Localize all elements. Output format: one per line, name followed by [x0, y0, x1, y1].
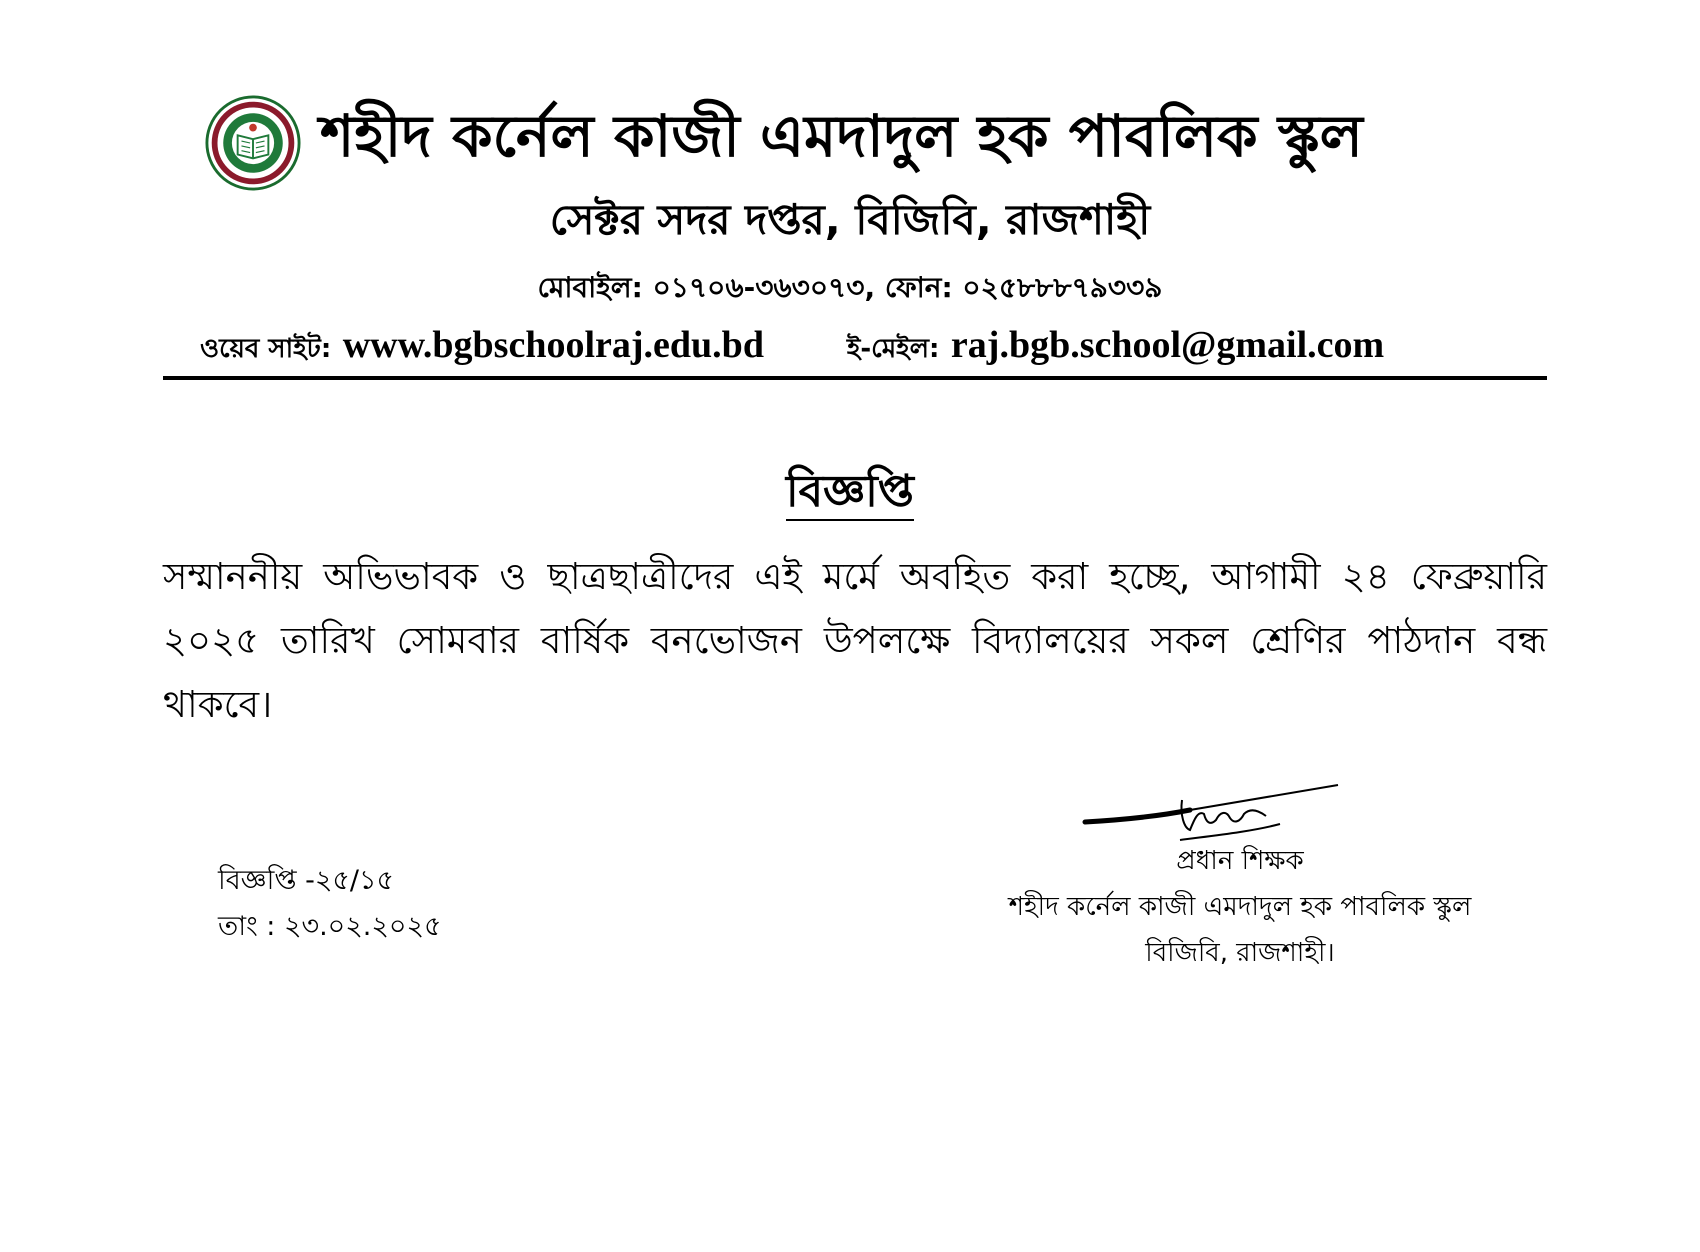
signatory-location: বিজিবি, রাজশাহী। [1145, 938, 1335, 968]
website-link[interactable]: www.bgbschoolraj.edu.bd [342, 324, 764, 366]
phone-contacts: মোবাইল: ০১৭০৬-৩৬৩০৭৩, ফোন: ০২৫৮৮৮৭৯৩৩৯ [537, 271, 1163, 304]
school-logo [205, 95, 301, 191]
signatory-institution: শহীদ কর্নেল কাজী এমদাদুল হক পাবলিক স্কুল [1008, 892, 1472, 922]
web-contacts [200, 320, 1520, 374]
signatory-block [900, 838, 1580, 976]
reference-block [218, 858, 442, 950]
header-divider [163, 376, 1547, 380]
notice-number: বিজ্ঞপ্তি -২৫/১৫ [218, 865, 395, 896]
notice-body: সম্মাননীয় অভিভাবক ও ছাত্রছাত্রীদের এই মর্মে অবহিত করা হচ্ছে, আগামী ২৪ ফেব্রুয়ারি ২০২৫ তারিখ সোমবার বার্ষিক বনভোজন উপলক্ষে বিদ্যালয়ের সকল শ্রেণির পাঠদান বন্ধ থাকবে। [163, 555, 1547, 726]
notice-title [0, 460, 1700, 524]
website-label: ওয়েব সাইট: [200, 334, 332, 364]
school-address: সেক্টর সদর দপ্তর, বিজিবি, রাজশাহী [549, 195, 1151, 244]
notice-title-text: বিজ্ঞপ্তি [786, 466, 914, 521]
signatory-designation: প্রধান শিক্ষক [1176, 846, 1304, 876]
notice-date: তাং : ২৩.০২.২০২৫ [218, 911, 442, 942]
email-label: ই-মেইল: [846, 334, 940, 364]
email-link[interactable]: raj.bgb.school@gmail.com [950, 324, 1385, 366]
school-name: শহীদ কর্নেল কাজী এমদাদুল হক পাবলিক স্কুল [320, 102, 1363, 170]
